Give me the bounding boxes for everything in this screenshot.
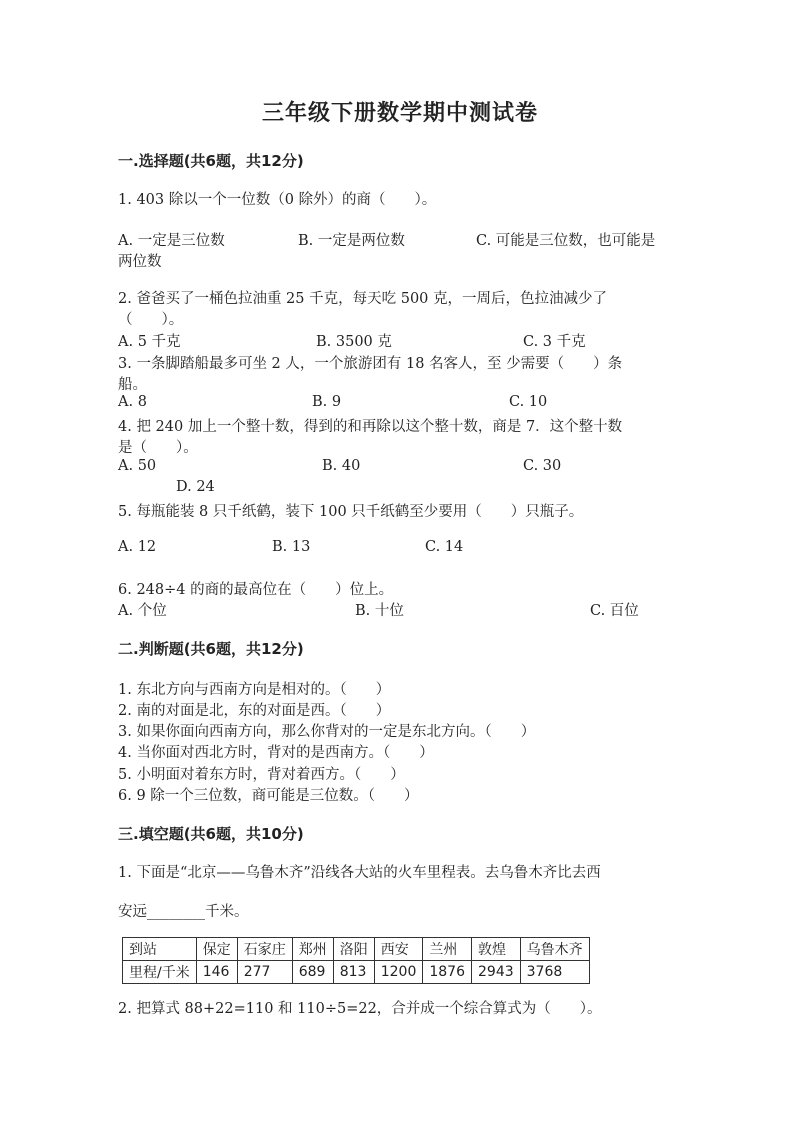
fill-question-1-text-cont: 安远________千米。 [118, 904, 249, 920]
table-cell: 813 [333, 961, 374, 984]
question-6-option-b: B. 十位 [355, 603, 404, 619]
question-1-option-a: A. 一定是三位数 [118, 233, 225, 249]
page-title: 三年级下册数学期中测试卷 [261, 100, 538, 126]
question-3-text-cont: 船。 [118, 377, 147, 393]
question-2-option-a: A. 5 千克 [118, 334, 181, 350]
question-1-option-c-cont: 两位数 [118, 254, 162, 270]
section-header-judge: 二.判断题(共6题，共12分) [118, 640, 304, 658]
table-cell: 石家庄 [237, 938, 292, 961]
question-4-text: 4. 把 240 加上一个整十数，得到的和再除以这个整十数，商是 7．这个整十数 [118, 419, 623, 435]
table-cell: 689 [292, 961, 333, 984]
table-cell: 里程/千米 [123, 961, 197, 984]
judge-item-6: 6. 9 除一个三位数，商可能是三位数。（ ） [118, 788, 419, 804]
question-4-option-b: B. 40 [322, 458, 361, 474]
question-2-text-cont: （ ）。 [118, 312, 184, 328]
mileage-table-header-row [123, 938, 590, 961]
question-4-text-cont: 是（ ）。 [118, 440, 198, 456]
table-cell: 2943 [472, 961, 521, 984]
question-1-option-c: C. 可能是三位数，也可能是 [476, 233, 656, 249]
question-1-text: 1. 403 除以一个一位数（0 除外）的商（ ）。 [118, 192, 437, 208]
table-cell: 1200 [374, 961, 423, 984]
mileage-table [122, 937, 590, 984]
section-header-fill: 三.填空题(共6题，共10分) [118, 825, 304, 843]
question-4-option-c: C. 30 [523, 458, 562, 474]
table-cell: 146 [196, 961, 237, 984]
table-cell: 1876 [423, 961, 472, 984]
table-cell: 西安 [374, 938, 423, 961]
question-6-text: 6. 248÷4 的商的最高位在（ ）位上。 [118, 582, 394, 598]
question-3-text: 3. 一条脚踏船最多可坐 2 人，一个旅游团有 18 名客人，至 少需要（ ）条 [118, 356, 623, 372]
question-4-option-d: D. 24 [176, 479, 215, 495]
table-cell: 到站 [123, 938, 197, 961]
table-cell: 277 [237, 961, 292, 984]
judge-item-3: 3. 如果你面向西南方向，那么你背对的一定是东北方向。（ ） [118, 724, 536, 740]
table-cell: 郑州 [292, 938, 333, 961]
table-cell: 兰州 [423, 938, 472, 961]
question-4-option-a: A. 50 [118, 458, 157, 474]
question-6-option-c: C. 百位 [590, 603, 639, 619]
question-6-option-a: A. 个位 [118, 603, 167, 619]
section-header-choice: 一.选择题(共6题，共12分) [118, 152, 304, 170]
question-5-option-c: C. 14 [425, 539, 464, 555]
judge-item-2: 2. 南的对面是北，东的对面是西。（ ） [118, 703, 391, 719]
question-3-option-c: C. 10 [509, 394, 548, 410]
question-2-text: 2. 爸爸买了一桶色拉油重 25 千克，每天吃 500 克，一周后，色拉油减少了 [118, 291, 608, 307]
table-cell: 敦煌 [472, 938, 521, 961]
question-3-option-a: A. 8 [118, 394, 147, 410]
question-5-option-b: B. 13 [272, 539, 311, 555]
table-cell: 洛阳 [333, 938, 374, 961]
question-2-option-b: B. 3500 克 [316, 334, 392, 350]
question-3-option-b: B. 9 [312, 394, 342, 410]
question-2-option-c: C. 3 千克 [523, 334, 586, 350]
question-5-option-a: A. 12 [118, 539, 157, 555]
question-5-text: 5. 每瓶能装 8 只千纸鹤，装下 100 只千纸鹤至少要用（ ）只瓶子。 [118, 504, 584, 520]
judge-item-4: 4. 当你面对西北方时，背对的是西南方。（ ） [118, 745, 434, 761]
judge-item-5: 5. 小明面对着东方时，背对着西方。（ ） [118, 767, 405, 783]
table-cell: 乌鲁木齐 [520, 938, 589, 961]
judge-item-1: 1. 东北方向与西南方向是相对的。（ ） [118, 682, 391, 698]
fill-question-2-text: 2. 把算式 88+22=110 和 110÷5=22，合并成一个综合算式为（ ）。 [118, 1001, 602, 1017]
mileage-table-data-row [123, 961, 590, 984]
table-cell: 保定 [196, 938, 237, 961]
table-cell: 3768 [520, 961, 589, 984]
fill-question-1-text: 1. 下面是“北京——乌鲁木齐”沿线各大站的火车里程表。去乌鲁木齐比去西 [118, 865, 601, 881]
question-1-option-b: B. 一定是两位数 [298, 233, 405, 249]
